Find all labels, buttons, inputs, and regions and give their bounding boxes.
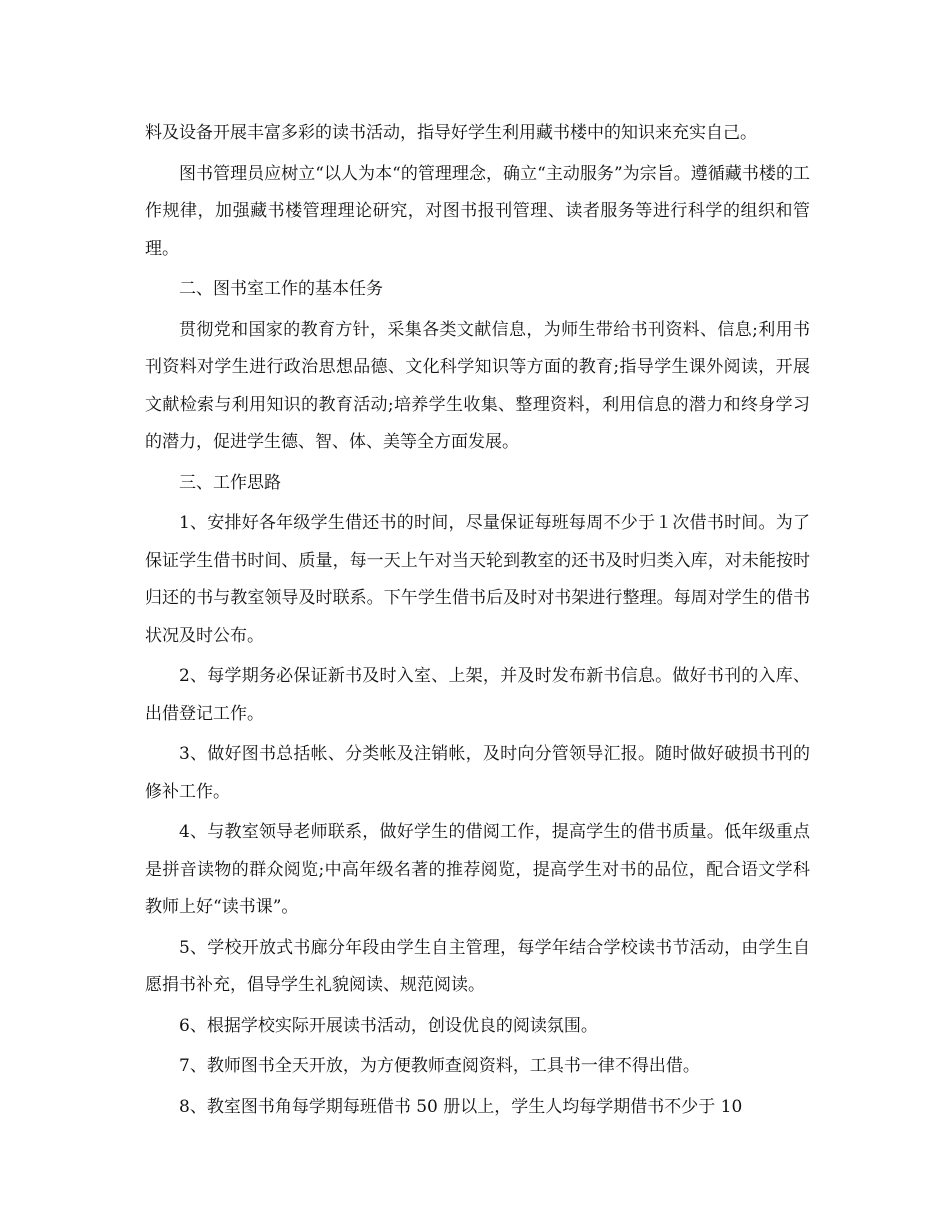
paragraph-intro-continuation: 料及设备开展丰富多彩的读书活动，指导好学生利用藏书楼中的知识来充实自己。 bbox=[145, 123, 757, 143]
paragraph-librarian-philosophy: 图书管理员应树立“以人为本“的管理理念，确立“主动服务”为宗旨。遵循藏书楼的工作规律，加强藏书楼管理理论研究，对图书报刊管理、读者服务等进行科学的组织和管理。 bbox=[145, 163, 810, 259]
list-item-2: 2、每学期务必保证新书及时入室、上架，并及时发布新书信息。做好书刊的入库、出借登记工作。 bbox=[145, 666, 810, 724]
document-body bbox=[145, 115, 810, 1129]
list-item-4: 4、与教室领导老师联系，做好学生的借阅工作，提高学生的借书质量。低年级重点是拼音读物的群众阅览;中高年级名著的推荐阅览，提高学生对书的品位，配合语文学科教师上好“读书课”。 bbox=[145, 822, 810, 917]
list-item-7: 7、教师图书全天开放，为方便教师查阅资料，工具书一律不得出借。 bbox=[179, 1056, 700, 1076]
section-heading-work-ideas: 三、工作思路 bbox=[179, 472, 281, 493]
list-item-1: 1、安排好各年级学生借还书的时间，尽量保证每班每周不少于１次借书时间。为了保证学生借书时间、质量，每一天上午对当天轮到教室的还书及时归类入库，对未能按时归还的书与教室领导及时联系。下午学生借书后及时对书架进行整理。每周对学生的借书状况及时公布。 bbox=[145, 513, 810, 646]
section-heading-basic-tasks: 二、图书室工作的基本任务 bbox=[179, 279, 383, 299]
paragraph-basic-tasks: 贯彻党和国家的教育方针，采集各类文献信息，为师生带给书刊资料、信息;利用书刊资料对学生进行政治思想品德、文化科学知识等方面的教育;指导学生课外阅读，开展文献检索与利用知识的教育活动;培养学生收集、整理资料，利用信息的潜力和终身学习的潜力，促进学生德、智、体、美等全方面发展。 bbox=[145, 319, 810, 452]
list-item-8: 8、教室图书角每学期每班借书 50 册以上，学生人均每学期借书不少于 10 bbox=[179, 1096, 743, 1117]
list-item-3: 3、做好图书总括帐、分类帐及注销帐，及时向分管领导汇报。随时做好破损书刊的修补工作。 bbox=[145, 744, 810, 802]
list-item-6: 6、根据学校实际开展读书活动，创设优良的阅读氛围。 bbox=[179, 1015, 598, 1036]
list-item-5: 5、学校开放式书廊分年段由学生自主管理，每学年结合学校读书节活动，由学生自愿捐书补充，倡导学生礼貌阅读、规范阅读。 bbox=[145, 937, 810, 995]
